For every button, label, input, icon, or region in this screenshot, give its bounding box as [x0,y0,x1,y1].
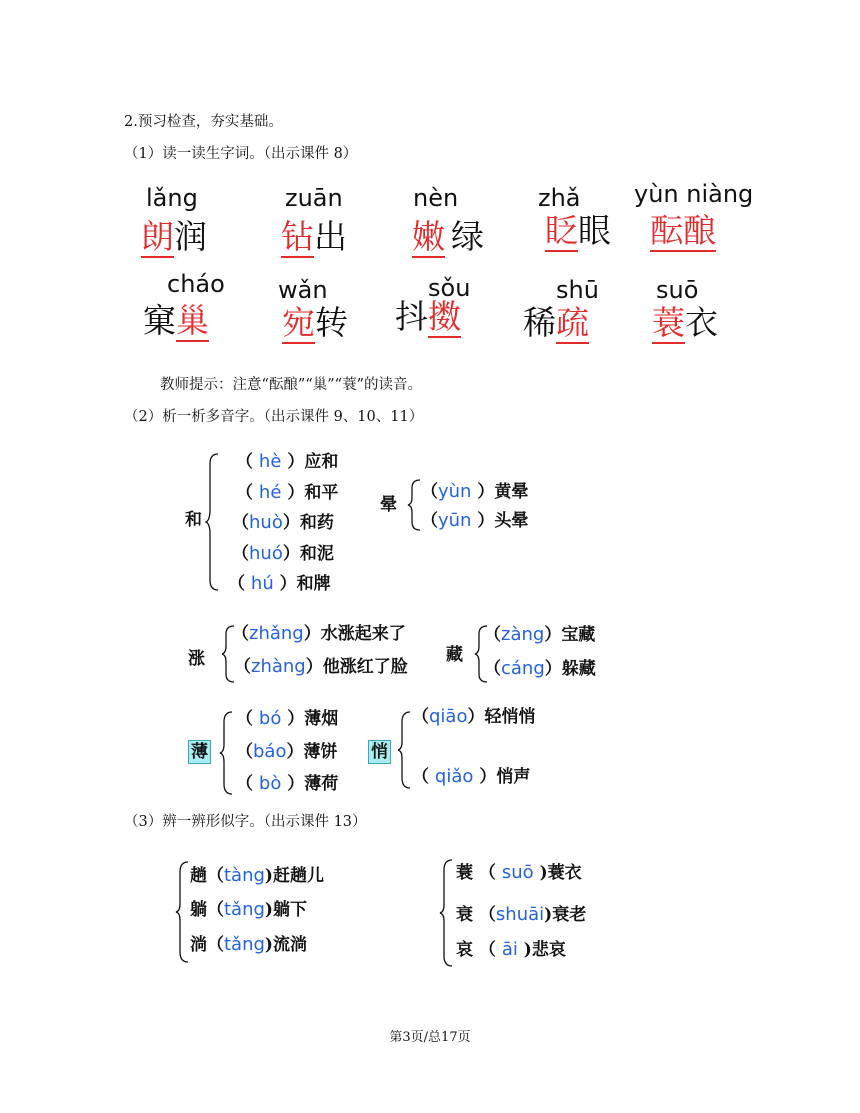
vocab-black-char: 窠 [143,301,176,340]
polyphone-item: （yùn ）黄晕 [421,481,529,502]
similar-char-item: 躺（tǎng)躺下 [190,899,307,920]
vocab-black-char: 衣 [685,303,718,342]
similar-char-item: 蓑 （ suō )蓑衣 [456,862,582,883]
vocab-black-char: 稀 [523,303,556,342]
vocab-red-char: 钻 [281,217,314,256]
vocab-pinyin: zhǎ [538,184,581,212]
polyphone-char: 涨 [188,649,205,669]
vocab-red-char: 眨 [545,211,578,250]
vocab-black-char: 绿 [451,217,484,256]
vocab-red-char: 蓑 [652,303,685,342]
vocab-pinyin: cháo [167,270,225,298]
vocab-red-char: 疏 [556,303,589,342]
vocab-red-char: 宛 [282,303,315,342]
part1-title: （1）读一读生字词。（出示课件 8） [124,146,358,162]
vocab-black-char: 出 [314,217,347,256]
polyphone-item: （zhǎng）水涨起来了 [232,623,406,644]
vocab-word [282,303,348,342]
polyphone-item: （zhàng）他涨红了脸 [234,656,408,677]
brace-icon [408,478,422,532]
polyphone-item: （ hè ）应和 [236,451,339,472]
polyphone-item: （qiāo）轻悄悄 [412,706,536,727]
vocab-pinyin: nèn [413,184,459,212]
vocab-red-char: 嫩 [412,217,445,256]
polyphone-item: （huó）和泥 [232,543,334,564]
vocab-red-char: 朗 [141,217,174,256]
brace-icon [176,860,190,964]
vocab-word [395,297,461,336]
vocab-pinyin: yùn niàng [634,180,754,208]
polyphone-item: （cáng）躲藏 [484,658,596,679]
polyphone-item: （ bò ）薄荷 [236,773,339,794]
vocab-word [523,303,589,342]
vocab-word [545,211,611,250]
polyphone-char: 和 [185,510,202,530]
vocab-red-char: 巢 [176,301,209,340]
polyphone-item: （ hú ）和牌 [228,573,331,594]
vocab-black-char: 抖 [395,297,428,336]
vocab-black-char: 转 [315,303,348,342]
vocab-pinyin: zuān [285,184,343,212]
polyphone-char: 悄 [368,740,391,764]
part3-title: （3）辨一辨形似字。（出示课件 13） [124,814,367,830]
vocab-pinyin: lǎng [146,184,198,212]
vocab-pinyin: wǎn [278,276,328,304]
similar-char-item: 趟（tàng)赶趟儿 [190,865,324,886]
polyphone-char: 藏 [446,645,463,665]
vocab-word [650,211,716,250]
vocab-word [141,217,207,256]
polyphone-char: 晕 [380,495,397,515]
polyphone-item: （ hé ）和平 [236,482,339,503]
polyphone-item: （yūn ）头晕 [421,510,529,531]
polyphone-item: （báo）薄饼 [236,741,338,762]
brace-icon [220,710,234,796]
teacher-tip: 教师提示：注意“酝酿”“巢”“蓑”的读音。 [160,377,422,393]
vocab-word [412,217,484,256]
section-heading: 2.预习检查，夯实基础。 [124,114,283,130]
vocab-word [652,303,718,342]
vocab-black-char: 润 [174,217,207,256]
polyphone-item: （zàng）宝藏 [484,624,596,645]
page-number: 第3页/总17页 [389,1030,471,1045]
vocab-word [143,301,209,340]
similar-char-item: 淌（tǎng)流淌 [190,934,307,955]
brace-icon [398,710,412,790]
part2-title: （2）析一析多音字。（出示课件 9、10、11） [124,409,424,425]
similar-char-item: 哀 （ āi )悲哀 [456,939,566,960]
brace-icon [206,452,220,592]
vocab-pinyin: shū [556,276,599,304]
vocab-pinyin: suō [656,276,699,304]
polyphone-item: （huò）和药 [232,512,334,533]
brace-icon [440,858,454,968]
polyphone-char: 薄 [188,740,211,764]
vocab-word [281,217,347,256]
polyphone-item: （ bó ）薄烟 [236,708,339,729]
polyphone-item: （ qiǎo ）悄声 [412,766,531,787]
vocab-red-char: 酝酿 [650,211,716,250]
vocab-black-char: 眼 [578,211,611,250]
vocab-pinyin: sǒu [428,274,471,302]
similar-char-item: 衰 （shuāi)衰老 [456,904,587,925]
vocab-red-char: 擞 [428,297,461,336]
